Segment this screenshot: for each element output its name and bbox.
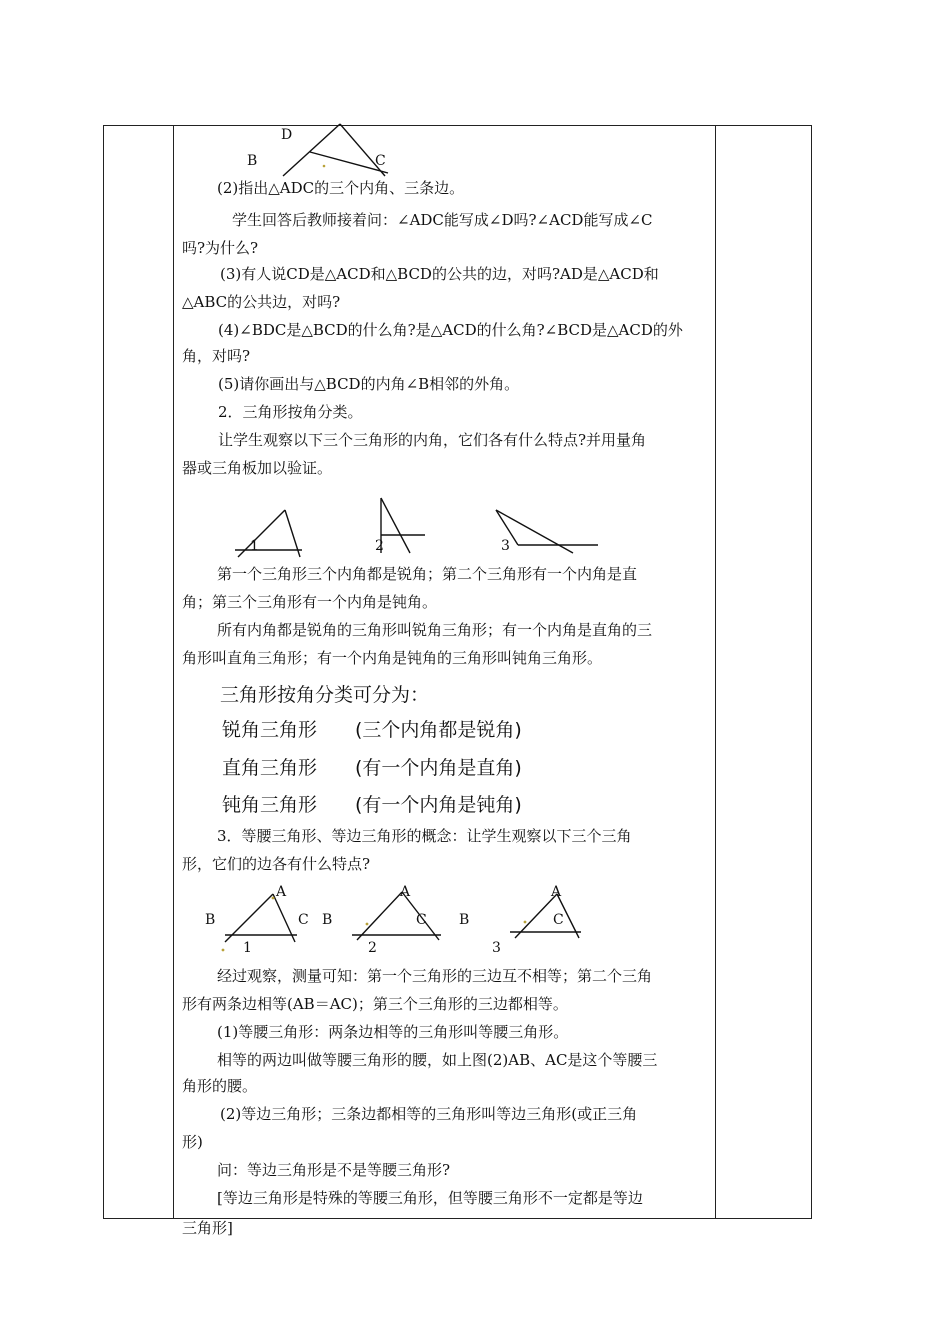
acute-triangle-name: 锐角三角形 [222,719,318,741]
text-line: (3)有人说CD是△ACD和△BCD的公共的边，对吗?AD是△ACD和 [220,265,659,283]
acute-triangle-desc: (三个内角都是锐角) [355,719,522,741]
text-line: (2)等边三角形；三条边都相等的三角形叫等边三角形(或正三角 [220,1105,638,1123]
text-line: 三角形] [182,1219,233,1237]
text-line: 角；第三个三角形有一个内角是钝角。 [182,593,438,611]
text-line: 形) [182,1133,203,1151]
obtuse-triangle-desc: (有一个内角是钝角) [355,794,522,816]
text-line: 角形叫直角三角形；有一个内角是钝角的三角形叫钝角三角形。 [182,649,603,667]
obtuse-triangle-name: 钝角三角形 [222,794,318,816]
text-line: 问：等边三角形是不是等腰三角形? [217,1161,451,1179]
angle-classification-figure [230,495,610,565]
label-b: B [247,153,258,169]
text-line: (5)请你画出与△BCD的内角∠B相邻的外角。 [218,375,520,393]
label-b: B [459,912,470,928]
triangle-abd-figure [240,120,410,180]
text-line: (4)∠BDC是△BCD的什么角?是△ACD的什么角?∠BCD是△ACD的外 [218,321,683,339]
figure-number: 3 [501,538,510,554]
text-line: 吗?为什么? [182,239,259,257]
label-c: C [553,912,564,928]
text-line: 所有内角都是锐角的三角形叫锐角三角形；有一个内角是直角的三 [217,621,653,639]
text-line: 形有两条边相等(AB＝AC)；第三个三角形的三边都相等。 [182,995,568,1013]
text-line: (1)等腰三角形：两条边相等的三角形叫等腰三角形。 [217,1023,569,1041]
right-triangle-name: 直角三角形 [222,757,318,779]
label-d: D [281,127,293,143]
label-c: C [375,153,386,169]
classification-heading: 三角形按角分类可分为： [220,684,430,706]
label-a: A [276,884,287,900]
column-divider [715,125,716,1219]
label-b: B [205,912,216,928]
text-line: 学生回答后教师接着问：∠ADC能写成∠D吗?∠ACD能写成∠C [232,211,653,229]
text-line: 角，对吗? [182,347,251,365]
text-line: 经过观察，测量可知：第一个三角形的三边互不相等；第二个三角 [217,967,653,985]
figure-number: 2 [368,940,377,956]
column-divider [173,125,174,1219]
text-line: 相等的两边叫做等腰三角形的腰，如上图(2)AB、AC是这个等腰三 [217,1051,658,1069]
text-line: 器或三角板加以验证。 [182,459,333,477]
text-line: 3．等腰三角形、等边三角形的概念：让学生观察以下三个三角 [217,827,632,845]
figure-number: 3 [492,940,501,956]
figure-number: 2 [375,538,384,554]
text-line: 角形的腰。 [182,1077,258,1095]
label-a: A [400,884,411,900]
text-line: 形，它们的边各有什么特点? [182,855,371,873]
right-triangle-desc: (有一个内角是直角) [355,757,522,779]
label-c: C [298,912,309,928]
figure-number: 1 [250,538,259,554]
text-line: 让学生观察以下三个三角形的内角，它们各有什么特点?并用量角 [218,431,647,449]
text-line: [等边三角形是特殊的等腰三角形，但等腰三角形不一定都是等边 [217,1189,643,1207]
text-line: (2)指出△ADC的三个内角、三条边。 [217,179,465,197]
label-a: A [551,884,562,900]
label-c: C [416,912,427,928]
label-b: B [322,912,333,928]
text-line: △ABC的公共边，对吗? [182,293,341,311]
text-line: 第一个三角形三个内角都是锐角；第二个三角形有一个内角是直 [217,565,638,583]
figure-number: 1 [243,940,252,956]
text-line: 2．三角形按角分类。 [218,403,363,421]
